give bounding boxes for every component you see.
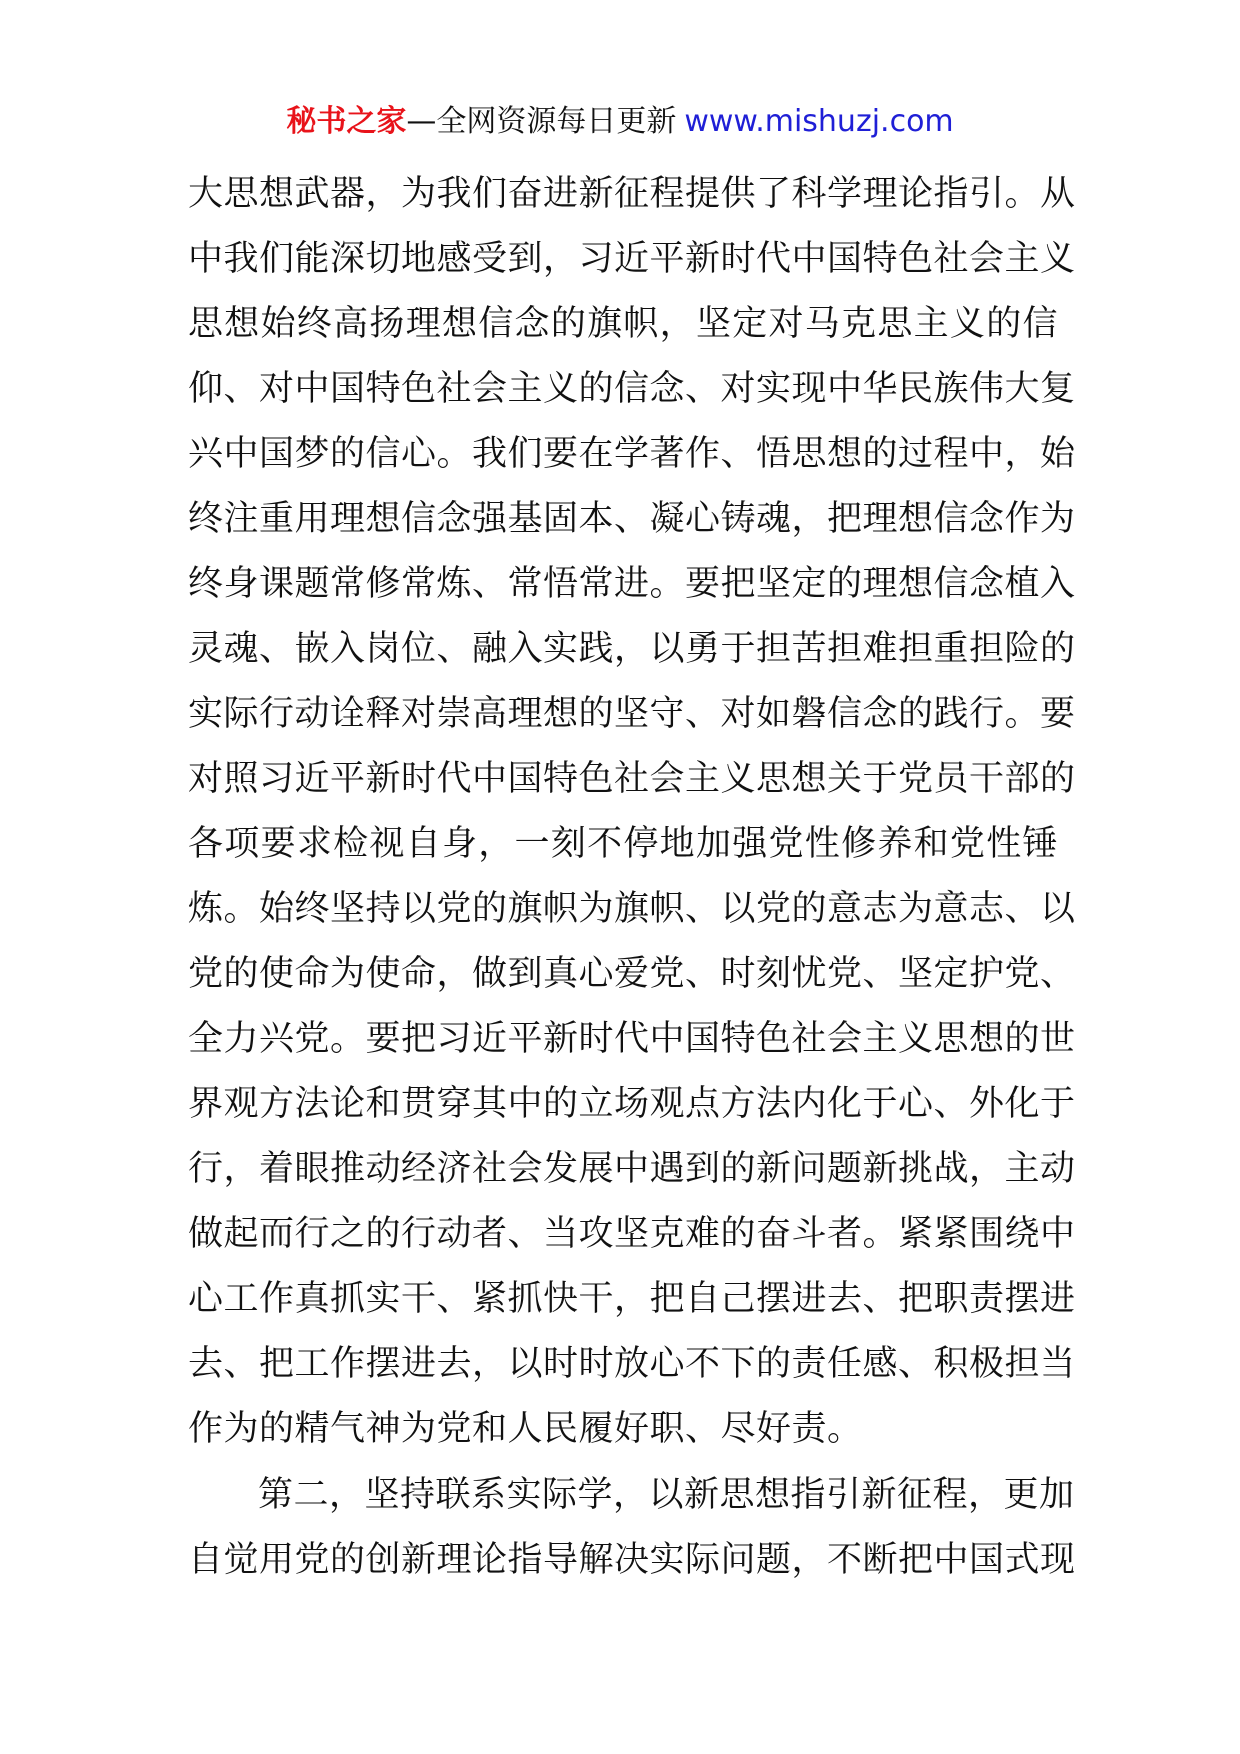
text-line: 思想始终高扬理想信念的旗帜，坚定对马克思主义的信 — [188, 304, 1058, 344]
page-header — [0, 100, 1240, 144]
text-line: 灵魂、嵌入岗位、融入实践，以勇于担苦担难担重担险的 — [188, 629, 1076, 669]
header-url[interactable]: www.mishuzj.com — [684, 104, 954, 139]
text-line: 兴中国梦的信心。我们要在学著作、悟思想的过程中，始 — [188, 434, 1076, 474]
text-line: 全力兴党。要把习近平新时代中国特色社会主义思想的世 — [188, 1019, 1076, 1059]
text-line: 第二，坚持联系实际学，以新思想指引新征程，更加 — [258, 1475, 1075, 1515]
text-line: 终身课题常修常炼、常悟常进。要把坚定的理想信念植入 — [188, 564, 1076, 604]
paragraph-2 — [188, 1463, 1076, 1593]
text-line: 自觉用党的创新理论指导解决实际问题，不断把中国式现 — [188, 1540, 1076, 1580]
text-line: 对照习近平新时代中国特色社会主义思想关于党员干部的 — [188, 759, 1076, 799]
text-line: 去、把工作摆进去，以时时放心不下的责任感、积极担当 — [188, 1344, 1076, 1384]
text-line: 行，着眼推动经济社会发展中遇到的新问题新挑战，主动 — [188, 1149, 1076, 1189]
text-line: 各项要求检视自身，一刻不停地加强党性修养和党性锤 — [188, 824, 1058, 864]
text-line: 终注重用理想信念强基固本、凝心铸魂，把理想信念作为 — [188, 499, 1076, 539]
paragraph-1 — [188, 162, 1076, 1462]
text-line: 心工作真抓实干、紧抓快干，把自己摆进去、把职责摆进 — [188, 1279, 1076, 1319]
text-line: 仰、对中国特色社会主义的信念、对实现中华民族伟大复 — [188, 369, 1076, 409]
text-line: 大思想武器，为我们奋进新征程提供了科学理论指引。从 — [188, 174, 1076, 214]
text-line: 实际行动诠释对崇高理想的坚守、对如磐信念的践行。要 — [188, 694, 1076, 734]
text-line: 中我们能深切地感受到，习近平新时代中国特色社会主义 — [188, 239, 1076, 279]
header-tagline: —全网资源每日更新 — [406, 104, 677, 139]
brand-name: 秘书之家 — [286, 104, 407, 139]
text-line: 党的使命为使命，做到真心爱党、时刻忧党、坚定护党、 — [188, 954, 1076, 994]
text-line: 做起而行之的行动者、当攻坚克难的奋斗者。紧紧围绕中 — [188, 1214, 1076, 1254]
text-line: 炼。始终坚持以党的旗帜为旗帜、以党的意志为意志、以 — [188, 889, 1076, 929]
text-line: 界观方法论和贯穿其中的立场观点方法内化于心、外化于 — [188, 1084, 1076, 1124]
text-line: 作为的精气神为党和人民履好职、尽好责。 — [188, 1409, 863, 1449]
